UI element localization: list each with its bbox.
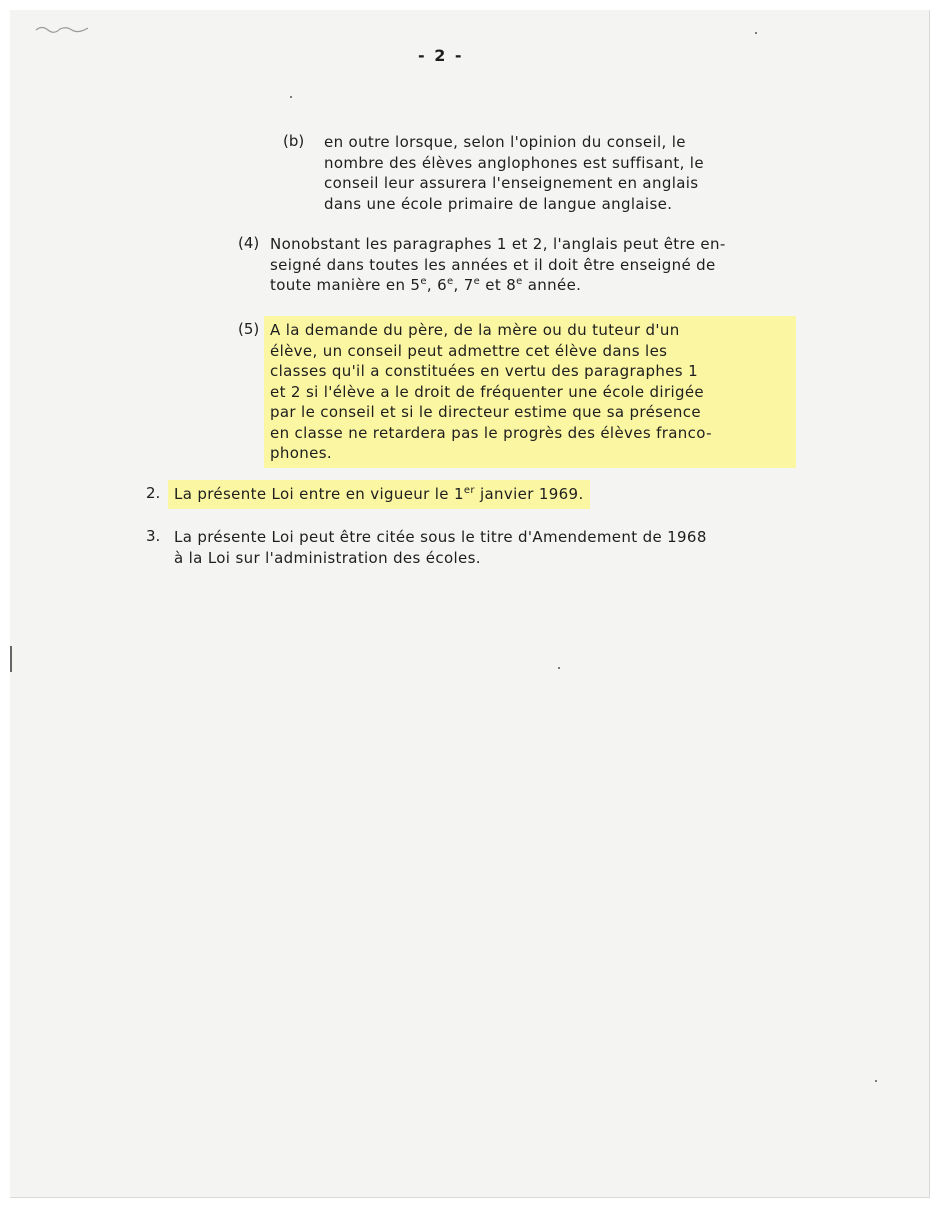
para-b-line: dans une école primaire de langue anglaise.	[324, 194, 673, 213]
para-4-text	[270, 234, 726, 296]
para-4-text-run: et 8	[480, 276, 517, 294]
section-2-number: 2.	[146, 484, 161, 502]
section-3-number: 3.	[146, 527, 161, 545]
para-5-line: par le conseil et si le directeur estime que sa présence	[270, 403, 701, 421]
para-5-label: (5)	[238, 320, 260, 338]
para-b-line: conseil leur assurera l'enseignement en anglais	[324, 174, 699, 192]
para-4-line	[270, 275, 726, 296]
para-4-line: seigné dans toutes les années et il doit être enseigné de	[270, 255, 716, 274]
para-4-text-run: , 7	[453, 276, 474, 294]
ordinal-suffix: e	[447, 276, 454, 287]
para-5-line: classes qu'il a constituées en vertu des paragraphes 1	[270, 362, 698, 380]
para-5-line: élève, un conseil peut admettre cet élève dans les	[270, 341, 668, 360]
ordinal-suffix: e	[420, 276, 427, 287]
para-4-line: Nonobstant les paragraphes 1 et 2, l'anglais peut être en-	[270, 235, 726, 253]
para-5-line: et 2 si l'élève a le droit de fréquenter une école dirigée	[270, 382, 705, 401]
para-4-text-run: toute manière en 5	[270, 276, 421, 294]
para-b-text	[324, 132, 704, 214]
speck	[558, 667, 560, 669]
section-2-line	[174, 484, 584, 505]
para-4-label: (4)	[238, 234, 260, 252]
para-4-text-run: année.	[522, 276, 582, 294]
para-b-label: (b)	[283, 132, 305, 150]
section-2-text-run: La présente Loi entre en vigueur le 1	[174, 485, 464, 503]
margin-mark	[10, 646, 12, 672]
para-5-line: en classe ne retardera pas le progrès des élèves franco-	[270, 423, 712, 442]
section-3-line: à la Loi sur l'administration des écoles.	[174, 548, 481, 567]
page-number: - 2 -	[418, 46, 464, 65]
para-5-line: phones.	[270, 444, 332, 462]
handwritten-mark-icon	[34, 24, 90, 34]
para-5-line: A la demande du père, de la mère ou du tuteur d'un	[270, 321, 680, 339]
section-3-text	[174, 527, 707, 568]
ordinal-suffix: er	[463, 485, 475, 496]
para-4-text-run: , 6	[426, 276, 447, 294]
ordinal-suffix: e	[473, 276, 481, 287]
speck	[290, 96, 292, 98]
document-page	[10, 10, 930, 1198]
para-5-text	[264, 316, 796, 468]
speck	[755, 32, 757, 34]
speck	[875, 1080, 877, 1082]
para-b-line: nombre des élèves anglophones est suffisant, le	[324, 153, 704, 172]
section-3-line: La présente Loi peut être citée sous le titre d'Amendement de 1968	[174, 528, 707, 546]
para-b-line: en outre lorsque, selon l'opinion du conseil, le	[324, 133, 686, 151]
ordinal-suffix: e	[516, 276, 523, 287]
section-2-text	[168, 480, 590, 509]
section-2-text-run: janvier 1969.	[474, 485, 584, 503]
